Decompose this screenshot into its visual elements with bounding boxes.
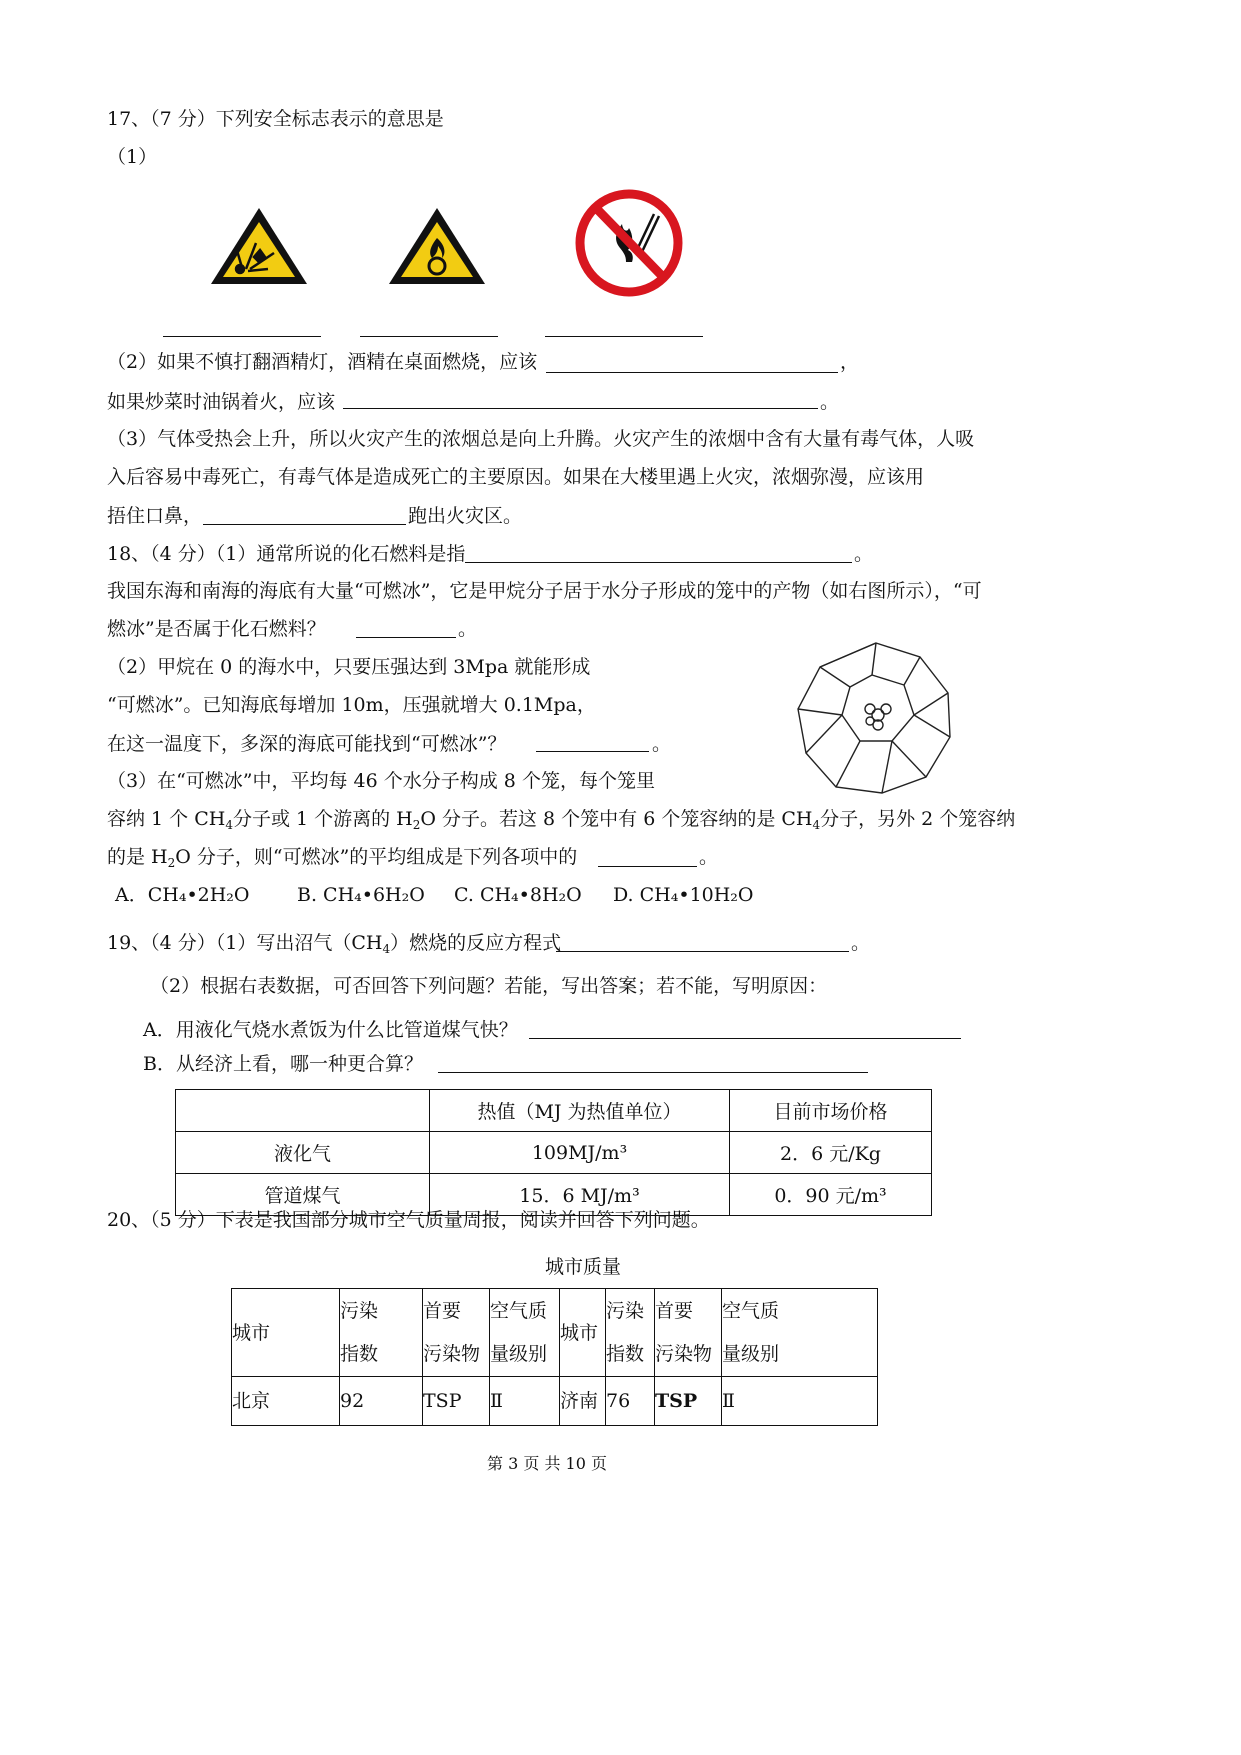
option-a[interactable]: A．CH₄•2H₂O bbox=[115, 884, 250, 906]
q18-part3-blank[interactable] bbox=[598, 866, 697, 867]
q17-part1-label: （1） bbox=[107, 146, 158, 168]
q17-part2-a-end: ， bbox=[840, 351, 860, 373]
q18-header: 18、（4 分）（1）通常所说的化石燃料是指 bbox=[107, 543, 466, 565]
q18-part2-line2: “可燃冰”。已知海底每增加 10m，压强就增大 0.1Mpa， bbox=[107, 694, 596, 716]
header-cell: 目前市场价格 bbox=[730, 1090, 932, 1132]
fuel-comparison-table bbox=[175, 1089, 932, 1216]
sign2-answer-blank[interactable] bbox=[360, 336, 498, 337]
q17-part3-line2: 入后容易中毒死亡，有毒气体是造成死亡的主要原因。如果在大楼里遇上火灾，浓烟弥漫，应该用 bbox=[107, 466, 925, 488]
q18-header-end: 。 bbox=[854, 543, 874, 565]
table-cell: 15．6 MJ/m³ bbox=[430, 1174, 730, 1216]
table-cell: 济南 bbox=[560, 1377, 606, 1426]
table-header-row bbox=[232, 1289, 878, 1377]
header-cell: 空气质 量级别 bbox=[722, 1289, 878, 1377]
q19-answer-b-blank[interactable] bbox=[438, 1072, 868, 1073]
q18-part2-line3: 在这一温度下，多深的海底可能找到“可燃冰”？ bbox=[107, 733, 507, 755]
header-cell: 污染 指数 bbox=[606, 1289, 655, 1377]
q18-fossil-blank[interactable] bbox=[356, 637, 456, 638]
q18-line3: 燃冰”是否属于化石燃料？ bbox=[107, 618, 326, 640]
q19-header-end: 。 bbox=[851, 932, 871, 954]
q18-part3-line3: 的是 $H_2O$ 分子，则“可燃冰”的平均组成是下列各项中的 bbox=[107, 846, 578, 870]
q17-part2-a: （2）如果不慎打翻酒精灯，酒精在桌面燃烧，应该 bbox=[107, 351, 538, 373]
explosive-warning-icon bbox=[208, 205, 310, 287]
q17-part2-b: 如果炒菜时油锅着火，应该 bbox=[107, 391, 336, 413]
q20-table-title: 城市质量 bbox=[545, 1256, 622, 1278]
q19-question-b: B．从经济上看，哪一种更合算？ bbox=[143, 1053, 423, 1075]
no-smoking-fire-icon bbox=[574, 188, 684, 298]
q20-header: 20、（5 分）下表是我国部分城市空气质量周报，阅读并回答下列问题。 bbox=[107, 1209, 710, 1231]
air-quality-table bbox=[231, 1288, 878, 1426]
header-cell: 城市 bbox=[232, 1289, 340, 1377]
table-row bbox=[176, 1132, 932, 1174]
q18-part1-blank[interactable] bbox=[465, 562, 852, 563]
table-cell: 109MJ/m³ bbox=[430, 1132, 730, 1174]
q18-part2-line3-end: 。 bbox=[652, 733, 672, 755]
sign3-answer-blank[interactable] bbox=[545, 336, 703, 337]
methane-hydrate-cage-diagram bbox=[792, 637, 960, 797]
q19-question-a: A．用液化气烧水煮饭为什么比管道煤气快？ bbox=[143, 1019, 518, 1041]
q18-line3-end: 。 bbox=[458, 618, 478, 640]
header-cell: 空气质 量级别 bbox=[490, 1289, 560, 1377]
table-cell: 76 bbox=[606, 1377, 655, 1426]
table-cell: 92 bbox=[340, 1377, 423, 1426]
q19-answer-a-blank[interactable] bbox=[529, 1038, 961, 1039]
table-cell: TSP bbox=[423, 1377, 490, 1426]
q19-part2: （2）根据右表数据，可否回答下列问题？若能，写出答案；若不能，写明原因： bbox=[150, 975, 828, 997]
header-cell: 首要 污染物 bbox=[423, 1289, 490, 1377]
table-cell: 0．90 元/m³ bbox=[730, 1174, 932, 1216]
table-cell: 管道煤气 bbox=[176, 1174, 430, 1216]
q18-line2: 我国东海和南海的海底有大量“可燃冰”，它是甲烷分子居于水分子形成的笼中的产物（如右图所示），“可 bbox=[107, 580, 982, 602]
q17-part3-line3b: 跑出火灾区。 bbox=[408, 505, 523, 527]
q18-part3-line2: 容纳 1 个 $CH_4$分子或 1 个游离的 $H_2O$ 分子。若这 8 个笼中有 6 个笼容纳的是 $CH_4$分子，另外 2 个笼容纳 bbox=[107, 808, 1016, 832]
q17-part3-line3a: 捂住口鼻， bbox=[107, 505, 203, 527]
q18-part3-line1: （3）在“可燃冰”中，平均每 46 个水分子构成 8 个笼，每个笼里 bbox=[107, 770, 655, 792]
q17-header: 17、（7 分）下列安全标志表示的意思是 bbox=[107, 108, 444, 130]
table-cell: Ⅱ bbox=[722, 1377, 878, 1426]
q17-part3-line1: （3）气体受热会上升，所以火灾产生的浓烟总是向上升腾。火灾产生的浓烟中含有大量有毒气体，人吸 bbox=[107, 428, 975, 450]
header-cell: 城市 bbox=[560, 1289, 606, 1377]
table-cell: TSP bbox=[655, 1377, 722, 1426]
table-header-row bbox=[176, 1090, 932, 1132]
q18-depth-blank[interactable] bbox=[536, 751, 649, 752]
sign1-answer-blank[interactable] bbox=[163, 336, 321, 337]
q19-header: 19、（4 分）（1）写出沼气$(CH_4)$燃烧的反应方程式 bbox=[107, 932, 562, 956]
q17-part2-b-end: 。 bbox=[820, 391, 840, 413]
header-cell: 热值（MJ 为热值单位） bbox=[430, 1090, 730, 1132]
option-c[interactable]: C. CH₄•8H₂O bbox=[454, 884, 582, 906]
table-cell: 液化气 bbox=[176, 1132, 430, 1174]
table-cell: 北京 bbox=[232, 1377, 340, 1426]
q19-equation-blank[interactable] bbox=[556, 951, 849, 952]
q18-part3-line3-end: 。 bbox=[699, 846, 719, 868]
header-cell: 首要 污染物 bbox=[655, 1289, 722, 1377]
q18-part2-line1: （2）甲烷在 0 的海水中，只要压强达到 3Mpa 就能形成 bbox=[107, 656, 591, 678]
page-footer: 第 3 页 共 10 页 bbox=[487, 1454, 607, 1473]
oxidizer-warning-icon bbox=[385, 205, 489, 287]
q17-part2-a-blank[interactable] bbox=[546, 372, 838, 373]
q17-part3-blank[interactable] bbox=[203, 524, 406, 525]
table-cell: 2．6 元/Kg bbox=[730, 1132, 932, 1174]
table-cell: Ⅱ bbox=[490, 1377, 560, 1426]
table-row bbox=[232, 1377, 878, 1426]
header-cell bbox=[176, 1090, 430, 1132]
q17-part2-b-blank[interactable] bbox=[343, 408, 818, 409]
option-d[interactable]: D. CH₄•10H₂O bbox=[613, 884, 754, 906]
option-b[interactable]: B. CH₄•6H₂O bbox=[297, 884, 425, 906]
header-cell: 污染 指数 bbox=[340, 1289, 423, 1377]
